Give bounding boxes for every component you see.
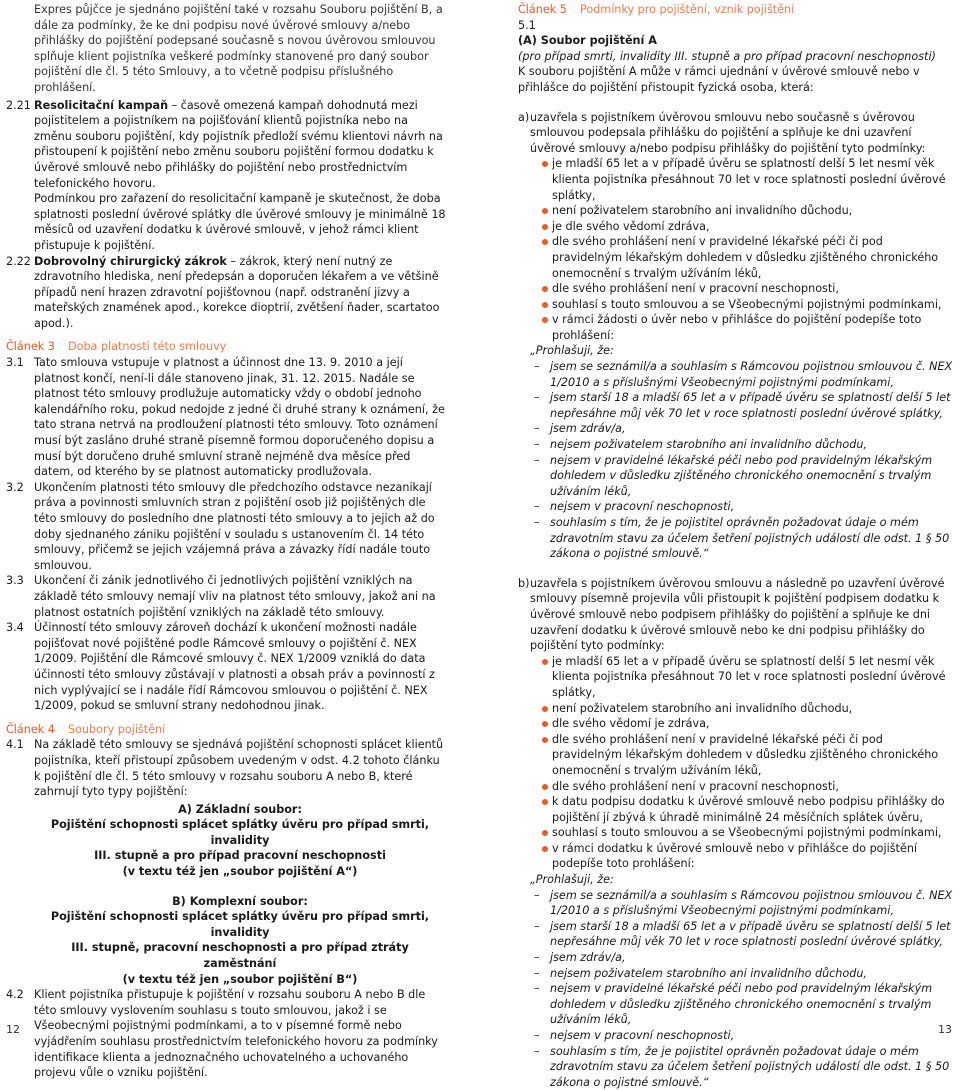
set-b-line: (v textu též jen „soubor pojištění B“): [122, 972, 358, 986]
list-item: v rámci dodatku k úvěrové smlouvě nebo v přihlášce do pojištění podepíše toto prohlášení:: [530, 841, 956, 872]
list-item: – souhlasím s tím, že je pojistitel oprávněn požadovat údaje o mém zdravotním stavu za účelem šetření pojistných událostí dle odst. 1 § 50 zákona o pojistné smlouvě.“: [530, 515, 956, 562]
article-number: Článek 4: [6, 722, 55, 736]
condition-text: uzavřela s pojistníkem úvěrovou smlouvu nebo současně s úvěrovou smlouvou podepsala přihlášku do pojištění a splňuje ke dni uzavření úvěrové smlouvy a/nebo podpisu přihlášky do pojištění tyto podmínky:: [530, 110, 926, 155]
item-text: Na základě této smlouvy se sjednává pojištění schopnosti splácet klientů pojistníka, kteří přistoupí způsobem uvedeným v odst. 4.2 tohoto článku k pojištění dle čl. 5 této smlouvy v rozsahu souboru A nebo B, které zahrnují tyto typy pojištění:: [34, 738, 444, 799]
list-item: souhlasí s touto smlouvou a se Všeobecnými pojistnými podmínkami,: [530, 825, 956, 841]
intro-paragraph: Expres půjčce je sjednáno pojištění také v rozsahu Souboru pojištění B, a dále za podmínky, že ke dni podpisu nové úvěrové smlouvy a/nebo přihlášky do pojištění podepsané současně s novou úvěrovou smlouvou splňuje klient pojistníka veškeré podmínky stanovené pro daný soubor pojištění dle čl. 5 této Smlouvy, a to včetně podpisu příslušného prohlášení.: [34, 3, 443, 94]
list-item: – nejsem v pravidelné lékařské péči nebo pod pravidelným lékařským dohledem v důsledku zjištěného chronického onemocnění s trvalým užíváním léků,: [530, 453, 956, 500]
item-2-21: [6, 98, 446, 254]
list-item: není poživatelem starobního ani invalidního důchodu,: [530, 701, 956, 717]
item-number: 5.1: [518, 18, 536, 32]
article-title: Soubory pojištění: [68, 722, 166, 736]
left-column: [6, 2, 446, 1081]
item-text: Ukončení či zánik jednotlivého či jednotlivých pojištění vzniklých na základě této smlouvy nemají vliv na platnost této smlouvy, jakož ani na platnost ostatních pojištění vzniklých na základě této smlouvy.: [34, 574, 436, 619]
list-item: dle svého prohlášení není v pravidelné lékařské péči či pod pravidelným lékařským dohledem v důsledku zjištěného chronického onemocnění s trvalým užíváním léků,: [530, 234, 956, 281]
list-item: – nejsem v pracovní neschopnosti,: [530, 1028, 956, 1044]
list-item: – jsem zdráv/a,: [530, 421, 956, 437]
item-3-4: [6, 620, 446, 714]
set-a-line: (v textu též jen „soubor pojištění A“): [122, 865, 358, 879]
item-3-1: [6, 355, 446, 480]
condition-b: [518, 576, 956, 1090]
item-number: 3.3: [6, 574, 24, 588]
condition-label: a): [518, 110, 530, 124]
item-text: Ukončením platnosti této smlouvy dle předchozího odstavce nezanikají práva a povinnosti smluvních stran z pojištění osob již pojištěných dle této smlouvy do posledního dne platnosti této smlouvy a to jejich až do doby sjednaného zániku pojištění v souladu s ustanovením čl. 14 této smlouvy, přičemž se jejich vzájemná práva a závazky řídí nadále touto smlouvou.: [34, 480, 435, 572]
set-b-line: III. stupně, pracovní neschopnosti a pro případ ztráty zaměstnání: [71, 941, 409, 971]
list-item: – nejsem v pravidelné lékařské péči nebo pod pravidelným lékařským dohledem v důsledku zjištěného chronického onemocnění s trvalým užíváním léků,: [530, 981, 956, 1028]
article-number: Článek 5: [518, 3, 567, 16]
item-title: Dobrovolný chirurgický zákrok: [34, 254, 227, 268]
list-item: – nejsem poživatelem starobního ani invalidního důchodu,: [530, 437, 956, 453]
list-item: – jsem se seznámil/a a souhlasím s Rámcovou pojistnou smlouvou č. NEX 1/2010 a s příslušnými Všeobecnými pojistnými podmínkami,: [530, 888, 956, 919]
item-number: 4.1: [6, 738, 24, 752]
list-item: – jsem starší 18 a mladší 65 let a v případě úvěru se splatností delší 5 let nepřesáhne můj věk 70 let v roce splatnosti poslední úvěrové splátky,: [530, 390, 956, 421]
list-item: dle svého prohlášení není v pracovní neschopnosti,: [530, 281, 956, 297]
declaration-b-list: [530, 888, 956, 1090]
item-text: – zákrok, který není nutný ze zdravotního hlediska, není předepsán a doporučen lékařem a ve většině případů není hrazen zdravotní pojišťovnou (např. odstranění jizvy a mateřských znamének apod., korekce dioptrií, zvětšení ňader, scartatoo apod.).: [34, 254, 440, 330]
list-item: je mladší 65 let a v případě úvěru se splatností delší 5 let nesmí věk klienta pojistníka přesáhnout 70 let v roce splatnosti poslední úvěrové splátky,: [530, 654, 956, 701]
set-b-line: Pojištění schopnosti splácet splátky úvěru pro případ smrti, invalidity: [50, 910, 430, 939]
list-item: – souhlasím s tím, že je pojistitel oprávněn požadovat údaje o mém zdravotním stavu za účelem šetření pojistných událostí dle odst. 1 § 50 zákona o pojistné smlouvě.“: [530, 1044, 956, 1090]
declaration-intro: „Prohlašuji, že:: [530, 344, 614, 358]
set-a-title: A) Základní soubor:: [178, 802, 302, 816]
list-item: je mladší 65 let a v případě úvěru se splatností delší 5 let nesmí věk klienta pojistníka přesáhnout 70 let v roce splatnosti poslední úvěrové splátky,: [530, 156, 956, 203]
article-title: Doba platnosti této smlouvy: [68, 340, 227, 354]
list-item: dle svého vědomí je zdráva,: [530, 716, 956, 732]
item-4-1: [6, 737, 446, 799]
set-a-text: K souboru pojištění A může v rámci ujednání v úvěrové smlouvě nebo v přihlášce do pojištění přistoupit fyzická osoba, která:: [518, 65, 920, 94]
condition-label: b): [518, 576, 530, 590]
item-3-3: [6, 573, 446, 620]
list-item: není poživatelem starobního ani invalidního důchodu,: [530, 203, 956, 219]
list-item: dle svého prohlášení není v pravidelné lékařské péči či pod pravidelným lékařským dohledem v důsledku zjištěného chronického onemocnění s trvalým užíváním léků,: [530, 732, 956, 779]
set-a-line: III. stupně a pro případ pracovní neschopnosti: [94, 849, 386, 863]
item-number: 3.2: [6, 480, 24, 494]
item-2-22: [6, 254, 446, 332]
item-title: Resolicitační kampaň: [34, 98, 169, 112]
right-column: [518, 2, 956, 1090]
list-item: – jsem starší 18 a mladší 65 let a v případě úvěru se splatností delší 5 let nepřesáhne můj věk 70 let v roce splatnosti poslední úvěrové splátky,: [530, 919, 956, 950]
item-number: 4.2: [6, 988, 24, 1002]
condition-b-bullets: [530, 654, 956, 872]
item-4-2: [6, 987, 446, 1081]
declaration-a-list: [530, 359, 956, 562]
item-number: 2.22: [6, 254, 31, 268]
list-item: k datu podpisu dodatku k úvěrové smlouvě nebo podpisu přihlášky do pojištění jí zbývá k úhradě minimálně 24 měsíčních splátek úvěru,: [530, 794, 956, 825]
list-item: je dle svého vědomí zdráva,: [530, 219, 956, 235]
page-number-left: 12: [6, 1023, 20, 1037]
item-text: Účinností této smlouvy zároveň dochází k ukončení možnosti nadále pojišťovat nové pojištěné podle Rámcové smlouvy o pojištění č. NEX 1/2009. Pojištění dle Rámcové smlouvy č. NEX 1/2009 vzniklá do data účinnosti této smlouvy zůstávají v platnosti a obsah práv a povinností z nich vyplývající se i nadále řídí Rámcovou smlouvou o pojištění č. NEX 1/2009, pokud se smluvní strany nedohodnou jinak.: [34, 621, 435, 713]
article-5-heading: [518, 2, 956, 18]
set-a-heading: (A) Soubor pojištění A: [518, 34, 657, 48]
set-a-subtitle: (pro případ smrti, invalidity III. stupně a pro případ pracovní neschopnosti): [518, 49, 936, 63]
set-b-title: B) Komplexní soubor:: [172, 894, 308, 908]
insurance-sets: [6, 802, 446, 988]
list-item: souhlasí s touto smlouvou a se Všeobecnými pojistnými podmínkami,: [530, 297, 956, 313]
list-item: – nejsem v pracovní neschopnosti,: [530, 499, 956, 515]
article-3-heading: [6, 339, 446, 355]
list-item: – jsem zdráv/a,: [530, 950, 956, 966]
item-text: Tato smlouva vstupuje v platnost a účinnost dne 13. 9. 2010 a její platnost končí, není-li dále stanoveno jinak, 31. 12. 2015. Nadále se platnost této smlouvy prodlužuje automaticky vždy o období jednoho kalendářního roku, pokud nedojde z jedné či druhé strany k oznámení, že tato strana netrvá na prodloužení platnosti této smlouvy. Toto oznámení musí být zasláno druhé straně písemně formou doporučeného dopisu a musí být doručeno druhé smluvní straně nejméně dva měsíce před datem, od kterého by se platnost automaticky prodlužovala.: [34, 356, 445, 479]
page-number-right: 13: [938, 1023, 952, 1037]
declaration-intro: „Prohlašuji, že:: [530, 873, 614, 887]
item-number: 3.1: [6, 356, 24, 370]
condition-a: [518, 110, 956, 562]
article-4-heading: [6, 722, 446, 738]
item-text: Klient pojistníka přistupuje k pojištění v rozsahu souboru A nebo B dle této smlouvy vyslovením souhlasu s touto smlouvou, jakož i se Všeobecnými pojistnými podmínkami, a to v písemné formě nebo vyjádřením souhlasu prostřednictvím telefonického hovoru za podmínky identifikace klienta a jednoznačného uchovatelného a uchovaného projevu vůle o vzniku pojištění.: [34, 988, 438, 1080]
list-item: – nejsem poživatelem starobního ani invalidního důchodu,: [530, 966, 956, 982]
article-number: Článek 3: [6, 340, 55, 354]
list-item: dle svého prohlášení není v pracovní neschopnosti,: [530, 779, 956, 795]
condition-text: uzavřela s pojistníkem úvěrovou smlouvu a následně po uzavření úvěrové smlouvy písemně projevila vůli přistoupit k pojištění podpisem dodatku k úvěrové smlouvě nebo podpisem přihlášky do pojištění a splňuje ke dni uzavření dodatku k úvěrové smlouvě nebo ke dni podpisu přihlášky do pojištění tyto podmínky:: [530, 576, 945, 653]
list-item: v rámci žádosti o úvěr nebo v přihlášce do pojištění podepíše toto prohlášení:: [530, 312, 956, 343]
item-number: 2.21: [6, 98, 31, 112]
item-text: Podmínkou pro zařazení do resolicitační kampaně je skutečnost, že doba splatnosti poslední úvěrové splátky dle úvěrové smlouvy je minimálně 18 měsíců od uzavření dodatku k úvěrové smlouvě, v jehož rámci klient přistupuje k pojištění.: [34, 192, 446, 252]
item-number: 3.4: [6, 621, 24, 635]
item-text: – časově omezená kampaň dohodnutá mezi pojistitelem a pojistníkem na pojišťování klientů pojistníka nebo na změnu souboru pojištění, kdy pojistník předloží svému klientovi návrh na přistoupení k pojištění nebo změnu souboru pojištění formou dodatku k úvěrové smlouvě nebo přihlášky do pojištění nebo prostřednictvím telefonického hovoru.: [34, 98, 443, 190]
list-item: – jsem se seznámil/a a souhlasím s Rámcovou pojistnou smlouvou č. NEX 1/2010 a s příslušnými Všeobecnými pojistnými podmínkami,: [530, 359, 956, 390]
condition-a-bullets: [530, 156, 956, 343]
item-3-2: [6, 480, 446, 574]
article-title: Podmínky pro pojištění, vznik pojištění: [580, 3, 795, 16]
set-a-line: Pojištění schopnosti splácet splátky úvěru pro případ smrti, invalidity: [50, 818, 430, 847]
